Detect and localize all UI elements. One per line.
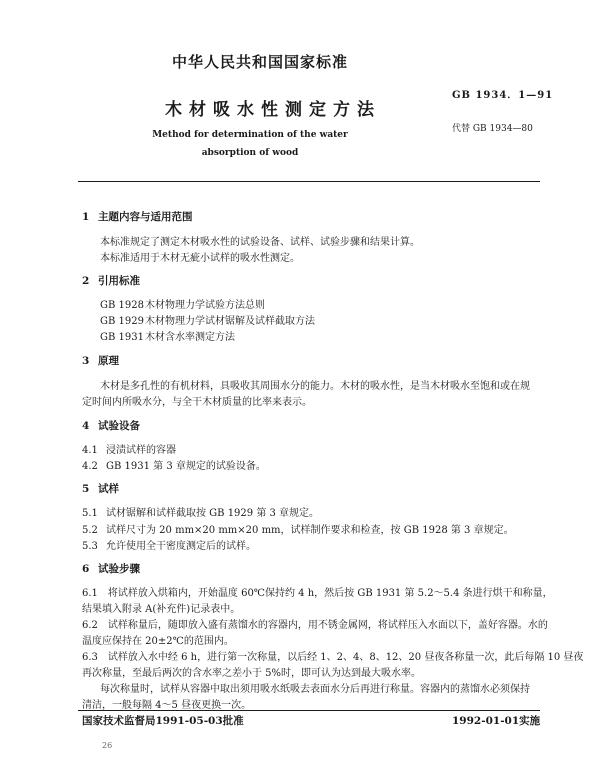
replaces-note: 代替 GB 1934—80 xyxy=(452,124,533,134)
page-number: 26 xyxy=(102,741,113,750)
reference-code: GB 1931 xyxy=(100,332,144,343)
clause-6-1-line-1: 6.1 将试样放入烘箱内，开始温度 60℃保持约 4 h，然后按 GB 1931 第 5.2～5.4 条进行烘干和称量， xyxy=(82,588,553,599)
section-1-heading xyxy=(82,209,193,224)
clause-6-4-line-1: 每次称量时，试样从容器中取出须用吸水纸吸去表面水分后再进行称量。容器内的蒸馏水必须保持 xyxy=(100,684,530,695)
clause-6-4-line-2: 清洁，一般每隔 4～5 昼夜更换一次。 xyxy=(82,700,252,711)
reference-code: GB 1929 xyxy=(100,316,144,327)
clause-6-1-line-2: 结果填入附录 A(补充件)记录表中。 xyxy=(82,604,241,615)
section-2-heading xyxy=(82,273,140,288)
implementation-date: 1992-01-01实施 xyxy=(452,715,541,727)
main-title: 木材吸水性测定方法 xyxy=(165,100,381,120)
clause-number: 5.2 xyxy=(82,525,98,536)
english-title-line1: Method for determination of the water xyxy=(152,130,348,140)
section-title: 原理 xyxy=(98,355,119,367)
english-title-line2: absorption of wood xyxy=(201,148,299,158)
section-number: 3 xyxy=(82,355,90,367)
clause-text: 浸渍试样的容器 xyxy=(106,445,176,456)
clause-text: 试材锯解和试样截取按 GB 1929 第 3 章规定。 xyxy=(106,508,320,519)
footer-divider xyxy=(78,710,540,711)
clause-6-3-line-2: 再次称量，至最后两次的含水率之差小于 5%时，即可认为达到最大吸水率。 xyxy=(82,668,422,679)
section-1-paragraph-2: 本标准适用于木材无疵小试样的吸水性测定。 xyxy=(100,253,300,264)
reference-item xyxy=(100,312,315,327)
reference-item xyxy=(100,328,235,343)
section-5-heading xyxy=(82,481,119,496)
clause-number: 4.1 xyxy=(82,445,98,456)
clause-number: 5.1 xyxy=(82,508,98,519)
section-number: 4 xyxy=(82,420,90,432)
section-number: 2 xyxy=(82,275,90,287)
header-divider xyxy=(78,181,540,182)
section-title: 试样 xyxy=(98,483,119,495)
clause-5-1 xyxy=(82,504,319,519)
clause-number: 5.3 xyxy=(82,541,98,552)
reference-item xyxy=(100,296,265,311)
clause-text: 试样尺寸为 20 mm×20 mm×20 mm，试样制作要求和检查，按 GB 1928 第 3 章规定。 xyxy=(106,525,514,536)
clause-5-3 xyxy=(82,537,256,552)
section-4-heading xyxy=(82,418,140,433)
clause-4-1 xyxy=(82,441,176,456)
reference-code: GB 1928 xyxy=(100,300,144,311)
section-1-paragraph-1: 本标准规定了测定木材吸水性的试验设备、试样、试验步骤和结果计算。 xyxy=(100,237,420,248)
section-3-line-1: 木材是多孔性的有机材料，具吸收其周围水分的能力。木材的吸水性，是当木材吸水至饱和或在规 xyxy=(100,381,530,392)
clause-6-2-line-1: 6.2 试样称量后，随即放入盛有蒸馏水的容器内，用不锈金属网，将试样压入水面以下，盖好容器。水的 xyxy=(82,620,548,631)
reference-name: 木材物理力学试材锯解及试样截取方法 xyxy=(145,316,315,327)
clause-6-2-line-2: 温度应保持在 20±2℃的范围内。 xyxy=(82,636,234,647)
clause-6-3-line-1: 6.3 试样放入水中经 6 h，进行第一次称量，以后经 1、2、4、8、12、20 昼夜各称量一次，此后每隔 10 昼夜 xyxy=(82,652,584,663)
section-6-heading xyxy=(82,561,140,576)
section-number: 1 xyxy=(82,211,90,223)
clause-number: 4.2 xyxy=(82,461,98,472)
reference-name: 木材含水率测定方法 xyxy=(145,332,235,343)
section-number: 6 xyxy=(82,563,90,575)
gb-number: GB 1934．1—91 xyxy=(452,90,554,101)
section-title: 主题内容与适用范围 xyxy=(98,211,193,223)
section-3-heading xyxy=(82,353,119,368)
section-title: 引用标准 xyxy=(98,275,140,287)
section-3-line-2: 定时间内所吸水分，与全干木材质量的比率来表示。 xyxy=(82,397,312,408)
section-number: 5 xyxy=(82,483,90,495)
approval-date: 国家技术监督局1991-05-03批准 xyxy=(82,715,244,727)
section-title: 试验步骤 xyxy=(98,563,140,575)
clause-text: 允许使用全干密度测定后的试样。 xyxy=(106,541,256,552)
clause-5-2 xyxy=(82,521,514,536)
standard-title: 中华人民共和国国家标准 xyxy=(171,53,348,71)
clause-4-2 xyxy=(82,457,266,472)
reference-name: 木材物理力学试验方法总则 xyxy=(145,300,265,311)
clause-text: GB 1931 第 3 章规定的试验设备。 xyxy=(106,461,266,472)
section-title: 试验设备 xyxy=(98,420,140,432)
